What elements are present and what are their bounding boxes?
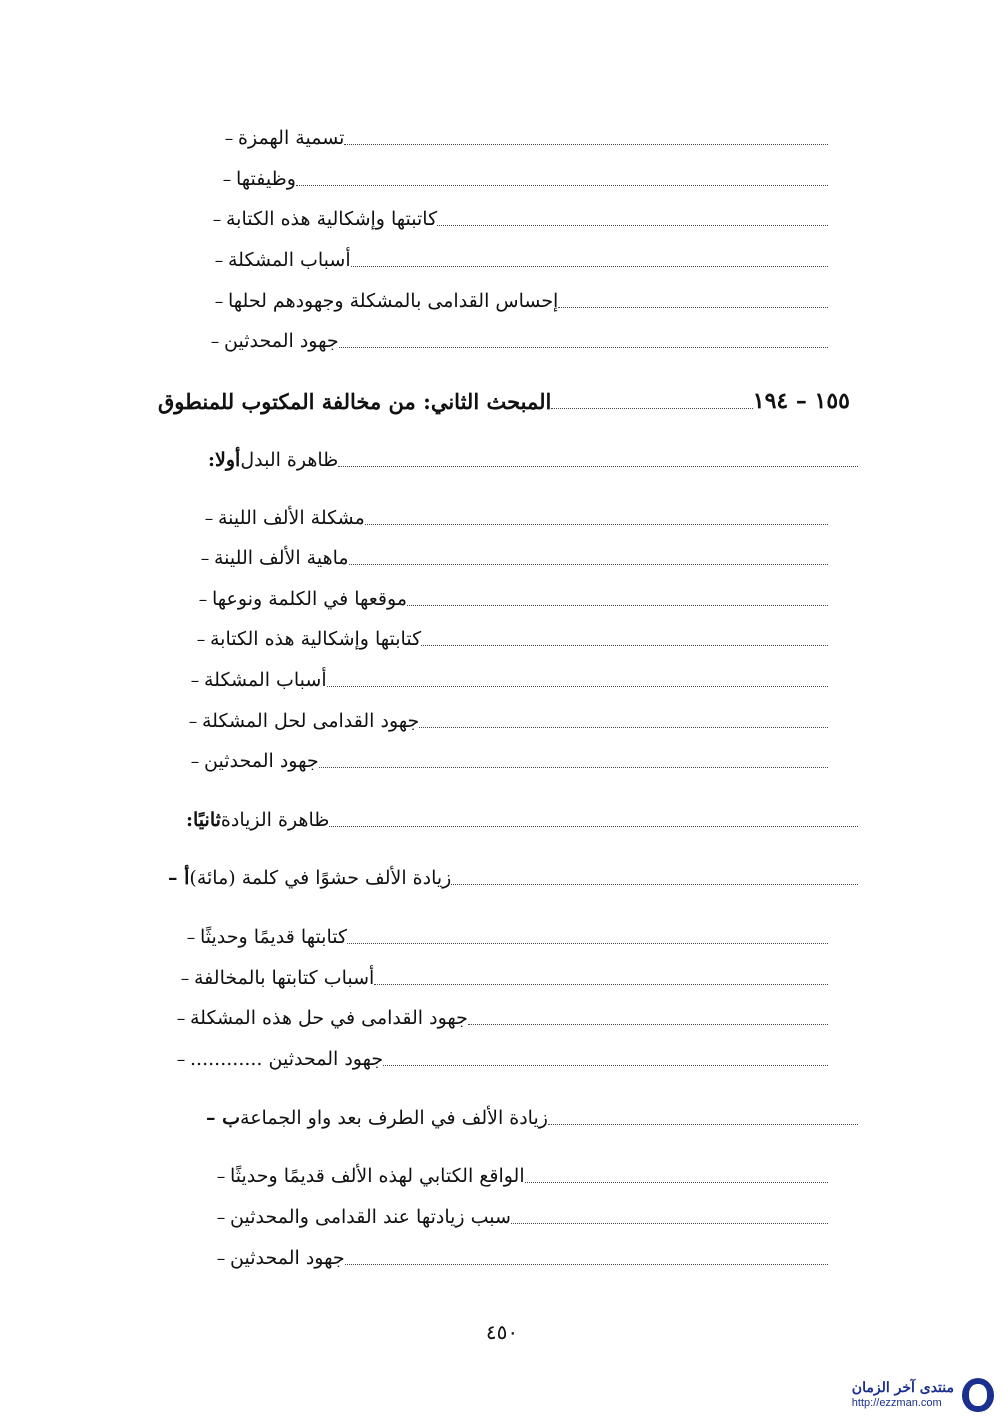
- toc-item-text: جهود المحدثين ............: [190, 1048, 384, 1070]
- dot-leader: [383, 1065, 828, 1066]
- dot-leader: [329, 826, 858, 827]
- toc-item: [220, 126, 828, 150]
- subsection-title: زيادة الألف في الطرف بعد واو الجماعة: [240, 1107, 548, 1129]
- dot-leader: [338, 466, 858, 467]
- item-dash: –: [176, 1050, 186, 1070]
- item-dash: –: [196, 630, 206, 650]
- item-dash: –: [176, 1009, 186, 1029]
- dot-leader: [551, 408, 752, 409]
- dot-leader: [344, 144, 828, 145]
- toc-item: [186, 749, 828, 773]
- dot-leader: [548, 1124, 858, 1125]
- page-range: ١٥٥ – ١٩٤: [752, 388, 850, 414]
- toc-item-text: كاتبتها وإشكالية هذه الكتابة: [226, 208, 438, 230]
- item-dash: –: [216, 1208, 226, 1228]
- toc-item: [186, 668, 828, 692]
- dot-leader: [351, 266, 828, 267]
- item-dash: –: [190, 752, 200, 772]
- shield-icon: [962, 1378, 994, 1412]
- item-dash: –: [216, 1167, 226, 1187]
- item-dash: –: [216, 1249, 226, 1269]
- toc-item: [210, 289, 828, 313]
- dot-leader: [558, 307, 828, 308]
- toc-item-text: مشكلة الألف اللينة: [218, 507, 365, 529]
- toc-item-text: كتابتها وإشكالية هذه الكتابة: [210, 628, 422, 650]
- dot-leader: [296, 185, 828, 186]
- item-dash: –: [214, 251, 224, 271]
- toc-item-text: جهود القدامى في حل هذه المشكلة: [190, 1007, 468, 1029]
- toc-item-text: وظيفتها: [236, 168, 296, 190]
- section-title: ظاهرة الزيادة: [220, 809, 330, 831]
- toc-item-text: إحساس القدامى بالمشكلة وجهودهم لحلها: [228, 290, 559, 312]
- dot-leader: [347, 943, 828, 944]
- dot-leader: [319, 767, 828, 768]
- dot-leader: [365, 524, 828, 525]
- subsection-heading: [198, 1106, 858, 1130]
- toc-item: [210, 248, 828, 272]
- toc-item-text: جهود المحدثين: [230, 1247, 345, 1269]
- toc-item: [172, 1047, 828, 1071]
- item-dash: –: [204, 509, 214, 529]
- section-title: ظاهرة البدل: [240, 449, 339, 471]
- chapter-title: المبحث الثاني: من مخالفة المكتوب للمنطوق: [158, 389, 552, 414]
- item-dash: –: [222, 170, 232, 190]
- toc-item-text: الواقع الكتابي لهذه الألف قديمًا وحديثًا: [230, 1165, 525, 1187]
- item-dash: –: [186, 928, 196, 948]
- dot-leader: [419, 727, 828, 728]
- toc-item-text: جهود المحدثين: [204, 750, 319, 772]
- toc-item: [194, 587, 828, 611]
- toc-item: [196, 546, 828, 570]
- watermark-text: [852, 1380, 954, 1410]
- toc-item-text: سبب زيادتها عند القدامى والمحدثين: [230, 1206, 511, 1228]
- toc-item: [200, 506, 828, 530]
- dot-leader: [437, 225, 828, 226]
- toc-item: [212, 1164, 828, 1188]
- toc-item-text: جهود المحدثين: [224, 330, 339, 352]
- dot-leader: [407, 605, 828, 606]
- toc-item: [206, 329, 828, 353]
- section-label: أولا:: [208, 449, 241, 471]
- toc-item-text: أسباب المشكلة: [228, 249, 351, 271]
- section-label: ثانيًا:: [186, 809, 221, 831]
- toc-item: [172, 1006, 828, 1030]
- watermark-name: منتدى آخر الزمان: [851, 1380, 954, 1396]
- watermark-url[interactable]: http://ezzman.com: [851, 1397, 942, 1409]
- toc-item-text: أسباب المشكلة: [204, 669, 327, 691]
- toc-item-text: أسباب كتابتها بالمخالفة: [194, 967, 375, 989]
- watermark: [852, 1378, 994, 1412]
- subsection-label: ب –: [206, 1107, 241, 1129]
- dot-leader: [421, 645, 828, 646]
- subsection-heading: [160, 866, 858, 890]
- section-heading: [180, 808, 858, 832]
- page-number: ٤٥٠: [485, 1320, 519, 1344]
- subsection-label: أ –: [168, 867, 190, 889]
- item-dash: –: [214, 292, 224, 312]
- item-dash: –: [210, 332, 220, 352]
- dot-leader: [468, 1024, 828, 1025]
- toc-item: [176, 966, 828, 990]
- dot-leader: [327, 686, 828, 687]
- item-dash: –: [198, 590, 208, 610]
- section-heading: [202, 448, 858, 472]
- item-dash: –: [188, 712, 198, 732]
- toc-item: [192, 627, 828, 651]
- toc-item: [218, 167, 828, 191]
- item-dash: –: [224, 129, 234, 149]
- toc-item: [182, 925, 828, 949]
- toc-item: [212, 1246, 828, 1270]
- dot-leader: [339, 347, 828, 348]
- chapter-heading: [158, 388, 858, 414]
- subsection-title: زيادة الألف حشوًا في كلمة (مائة): [189, 867, 452, 889]
- toc-item-text: موقعها في الكلمة ونوعها: [212, 588, 408, 610]
- toc-item: [212, 1205, 828, 1229]
- item-dash: –: [200, 549, 210, 569]
- dot-leader: [349, 564, 828, 565]
- item-dash: –: [212, 210, 222, 230]
- dot-leader: [345, 1264, 828, 1265]
- dot-leader: [451, 884, 858, 885]
- toc-item-text: كتابتها قديمًا وحديثًا: [200, 926, 348, 948]
- item-dash: –: [180, 969, 190, 989]
- dot-leader: [525, 1182, 828, 1183]
- toc-item: [208, 207, 828, 231]
- toc-item: [184, 709, 828, 733]
- item-dash: –: [190, 671, 200, 691]
- dot-leader: [374, 984, 828, 985]
- toc-item-text: تسمية الهمزة: [238, 127, 345, 149]
- toc-item-text: جهود القدامى لحل المشكلة: [202, 710, 420, 732]
- toc-item-text: ماهية الألف اللينة: [214, 547, 349, 569]
- dot-leader: [511, 1223, 828, 1224]
